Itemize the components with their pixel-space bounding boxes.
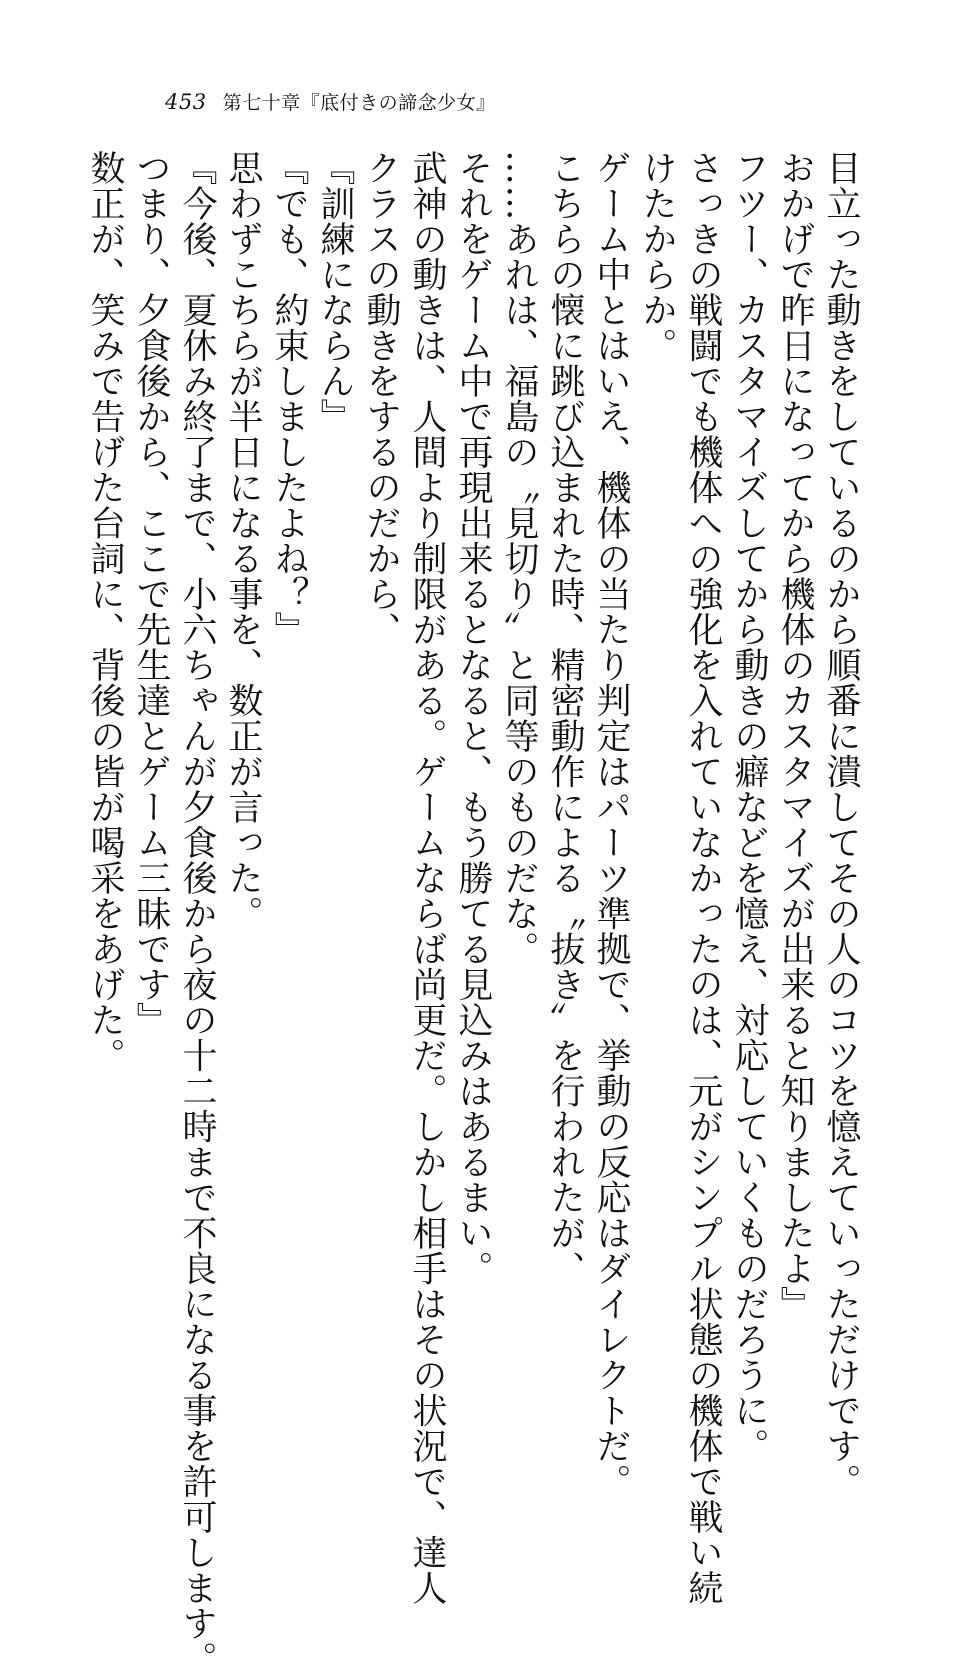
text-line: ゲーム中とはいえ、機体の当たり判定はパーツ準拠で、挙動の反応はダイレクトだ。 [591,150,631,1499]
text-line: 『訓練にならん』 [315,150,355,434]
text-line: 目立った動きをしているのから順番に潰してその人のコツを憶えていっただけです。 [821,150,861,1499]
text-line: おかげで昨日になってから機体のカスタマイズが出来ると知りましたよ』 [775,150,815,1322]
page-number: 453 [165,90,207,114]
text-line: つまり、夕食後から、ここで先生達とゲーム三昧です』 [131,150,171,1038]
text-line: 数正が、笑みで告げた台詞に、背後の皆が喝采をあげた。 [85,150,125,1073]
body-text [82,150,864,1677]
text-line: さっきの戦闘でも機体への強化を入れていなかったのは、元がシンプル状態の機体で戦い続 [683,150,723,1606]
page-header [165,88,496,115]
text-line: それをゲーム中で再現出来るとなると、もう勝てる見込みはあるまい。 [453,150,493,1286]
chapter-title: 第七十章『底付きの諦念少女』 [222,92,496,114]
text-line: 『でも、約束しましたよね？』 [269,150,309,647]
text-line: 武神の動きは、人間より制限がある。ゲームならば尚更だ。しかし相手はその状況で、達人 [407,150,447,1606]
text-line: こちらの懐に跳び込まれた時、精密動作による〝抜き〟を行われたが、 [545,150,585,1286]
text-line: 『今後、夏休み終了まで、小六ちゃんが夕食後から夜の十二時まで不良になる事を許可します。 [177,150,217,1677]
text-line: ……あれは、福島の〝見切り〟と同等のものだな。 [499,150,539,967]
text-line: 思わずこちらが半日になる事を、数正が言った。 [223,150,263,931]
text-line: クラスの動きをするのだから、 [361,150,401,647]
text-line: けたからか。 [637,150,677,363]
text-line: フツー、カスタマイズしてから動きの癖などを憶え、対応していくものだろうに。 [729,150,769,1464]
